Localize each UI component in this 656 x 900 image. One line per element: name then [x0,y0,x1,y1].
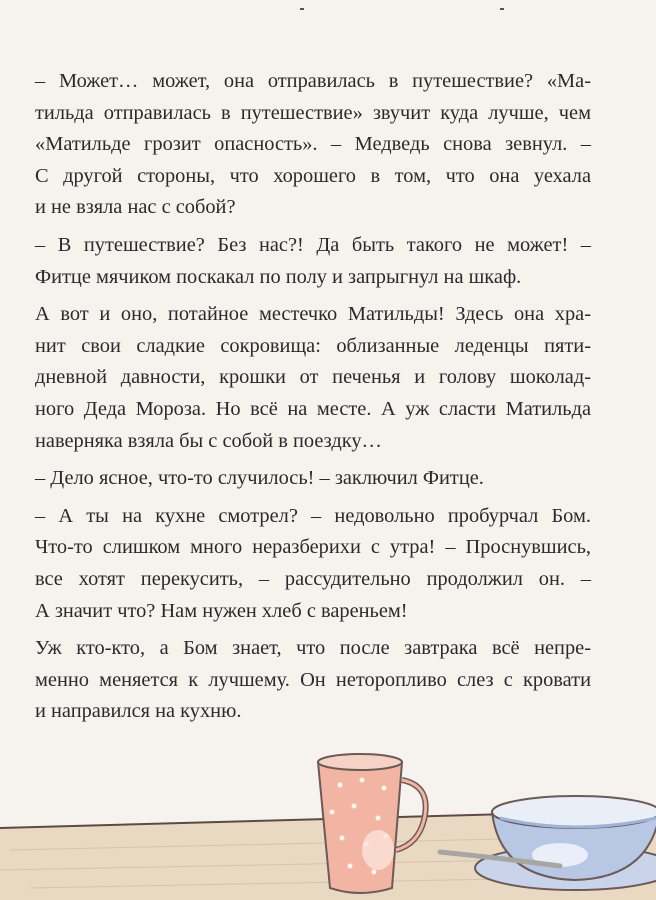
paragraph [35,230,591,293]
text-line: «Матильде грозит опасность». – Медведь снова зевнул. – [35,133,591,156]
text-line: – В путешествие? Без нас?! Да быть такого не может! – [35,233,591,256]
text-line: Уж кто-кто, а Бом знает, что после завтрака всё непре- [35,637,591,660]
text-line: Что-то слишком много неразберихи с утра! – Проснувшись, [35,536,591,559]
text-line: тильда отправилась в путешествие» звучит куда лучше, чем [35,101,591,124]
text-line: наверняка взяла бы с собой в поездку… [35,429,382,452]
text-line: А значит что? Нам нужен хлеб с вареньем! [35,599,408,622]
text-line: и не взяла нас с собой? [35,196,236,219]
paragraph [35,463,591,495]
text-line: менно меняется к лучшему. Он неторопливо слез с кровати [35,668,591,691]
text-line: – Дело ясное, что-то случилось! – заключил Фитце. [35,467,484,490]
text-line: С другой стороны, что хорошего в том, что она уехала [35,164,591,187]
story-text [35,66,591,734]
paragraph [35,299,591,457]
text-line: Фитце мячиком поскакал по полу и запрыгнул на шкаф. [35,265,522,288]
paragraph [35,501,591,627]
paragraph [35,633,591,728]
page-mark [300,8,304,10]
page-mark [500,8,504,10]
text-line: ного Деда Мороза. Но всё на месте. А уж сласти Матильда [35,397,591,420]
breakfast-table-illustration [0,740,656,900]
text-line: А вот и оно, потайное местечко Матильды! Здесь она хра- [35,303,591,326]
text-line: дневной давности, крошки от печенья и голову шоколад- [35,366,591,389]
text-line: – А ты на кухне смотрел? – недовольно пробурчал Бом. [35,504,591,527]
paragraph [35,66,591,224]
text-line: все хотят перекусить, – рассудительно продолжил он. – [35,567,591,590]
text-line: – Может… может, она отправилась в путешествие? «Ма- [35,70,591,92]
text-line: и направился на кухню. [35,700,242,723]
text-line: нит свои сладкие сокровища: облизанные леденцы пяти- [35,334,591,357]
